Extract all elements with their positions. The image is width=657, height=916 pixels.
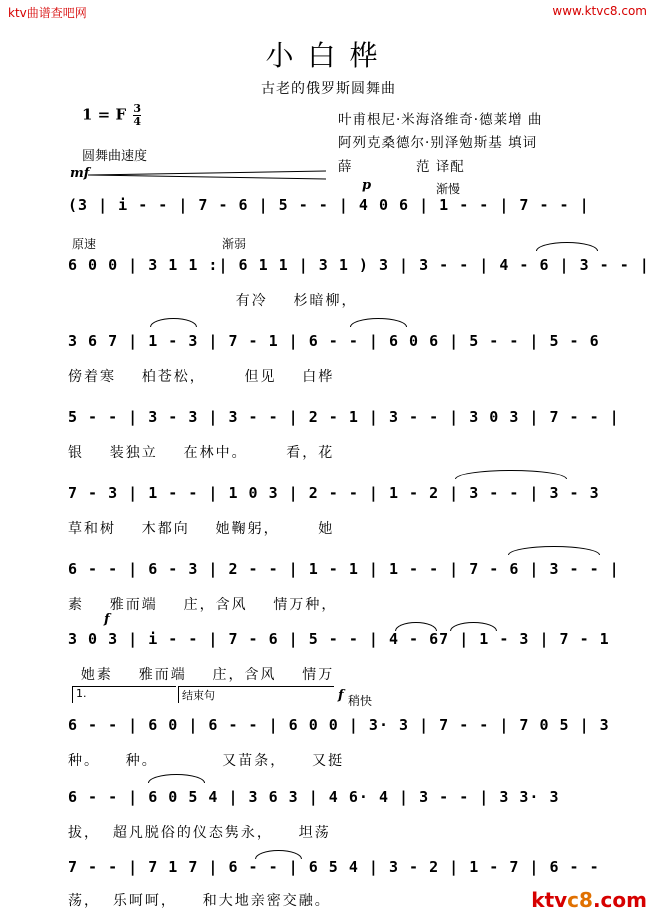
- tie-arc: [148, 774, 205, 783]
- tempo-marking: 圆舞曲速度: [82, 149, 148, 164]
- dynamic-f-2: f: [338, 688, 344, 703]
- volta-first-ending: 1.: [72, 686, 176, 703]
- lyrics-row-4: 银 装独立 在林中。 看，花: [68, 445, 335, 461]
- lyrics-row-7: 她素 雅而端 庄，含风 情万: [68, 667, 335, 683]
- mark-shaokuai: 稍快: [348, 694, 373, 708]
- logo-part-com: .com: [592, 888, 647, 912]
- tie-arc: [508, 546, 600, 555]
- time-numerator: 3: [133, 102, 141, 115]
- lyrics-row-9: 拔， 超凡脱俗的仪态隽永， 坦荡: [68, 825, 331, 841]
- mark-jianman: 渐慢: [436, 182, 461, 196]
- notation-row-3: 3 6 7 | 1 - 3 | 7 - 1 | 6 - - | 6 0 6 | 5 - - | 5 - 6: [68, 332, 600, 350]
- site-logo: [531, 888, 647, 912]
- site-watermark-left: ktv曲谱查吧网: [8, 6, 87, 20]
- lyrics-row-6: 素 雅而端 庄，含风 情万种，: [68, 597, 338, 613]
- notation-row-9: 6 - - | 6 0 5 4 | 3 6 3 | 4 6· 4 | 3 - - | 3 3· 3: [68, 788, 560, 806]
- logo-part-c8: c8: [567, 888, 593, 912]
- notation-row-6: 6 - - | 6 - 3 | 2 - - | 1 - 1 | 1 - - | 7 - 6 | 3 - - |: [68, 560, 620, 578]
- credit-translate: 薛 范 译配: [338, 159, 465, 175]
- lyrics-row-10: 荡， 乐呵呵， 和大地亲密交融。: [68, 893, 331, 909]
- notation-row-1: (3 | i - - | 7 - 6 | 5 - - | 4 0 6 | 1 - - | 7 - - |: [68, 196, 590, 214]
- tie-arc: [350, 318, 407, 327]
- notation-row-5: 7 - 3 | 1 - - | 1 0 3 | 2 - - | 1 - 2 | 3 - - | 3 - 3: [68, 484, 600, 502]
- time-denominator: 4: [133, 115, 141, 128]
- song-subtitle: 古老的俄罗斯圆舞曲: [261, 81, 396, 97]
- notation-row-10: 7 - - | 7 1 7 | 6 - - | 6 5 4 | 3 - 2 | 1 - 7 | 6 - -: [68, 858, 600, 876]
- dynamic-mf: mf: [70, 166, 90, 181]
- site-watermark-right: www.ktvc8.com: [552, 4, 647, 18]
- key-label: 1 = F: [82, 105, 127, 124]
- tie-arc: [455, 470, 567, 479]
- lyrics-row-3: 傍着寒 柏苍松， 但见 白桦: [68, 369, 335, 385]
- credit-music: 叶甫根尼·米海洛维奇·德莱增 曲: [338, 112, 543, 128]
- time-signature: [133, 103, 141, 128]
- lyrics-row-8: 种。 种。 又苗条， 又挺: [68, 753, 345, 769]
- volta-ending-phrase: 结束句: [178, 686, 334, 703]
- tie-arc: [150, 318, 197, 327]
- notation-row-4: 5 - - | 3 - 3 | 3 - - | 2 - 1 | 3 - - | 3 0 3 | 7 - - |: [68, 408, 620, 426]
- mark-jianruo: 渐弱: [222, 237, 247, 251]
- tie-arc: [536, 242, 598, 251]
- notation-row-7: 3 0 3 | i - - | 7 - 6 | 5 - - | 4 - 67 | 1 - 3 | 7 - 1: [68, 630, 610, 648]
- mark-yuansu: 原速: [72, 237, 97, 251]
- dynamic-p: p: [362, 178, 372, 193]
- logo-part-ktv: ktv: [531, 888, 568, 912]
- lyrics-row-2: 有冷 杉暗柳，: [68, 293, 358, 309]
- notation-row-8: 6 - - | 6 0 | 6 - - | 6 0 0 | 3· 3 | 7 - - | 7 0 5 | 3: [68, 716, 610, 734]
- key-signature: [82, 103, 141, 128]
- decrescendo-hairpin: [88, 170, 326, 180]
- notation-row-2: 6 0 0 | 3 1 1 :| 6 1 1 | 3 1 ) 3 | 3 - - | 4 - 6 | 3 - - |: [68, 256, 650, 274]
- lyrics-row-5: 草和树 木都向 她鞠躬， 她: [68, 521, 335, 537]
- dynamic-f-1: f: [104, 612, 110, 627]
- credit-lyrics: 阿列克桑德尔·别泽勉斯基 填词: [338, 135, 538, 151]
- song-title: 小白桦: [265, 39, 392, 72]
